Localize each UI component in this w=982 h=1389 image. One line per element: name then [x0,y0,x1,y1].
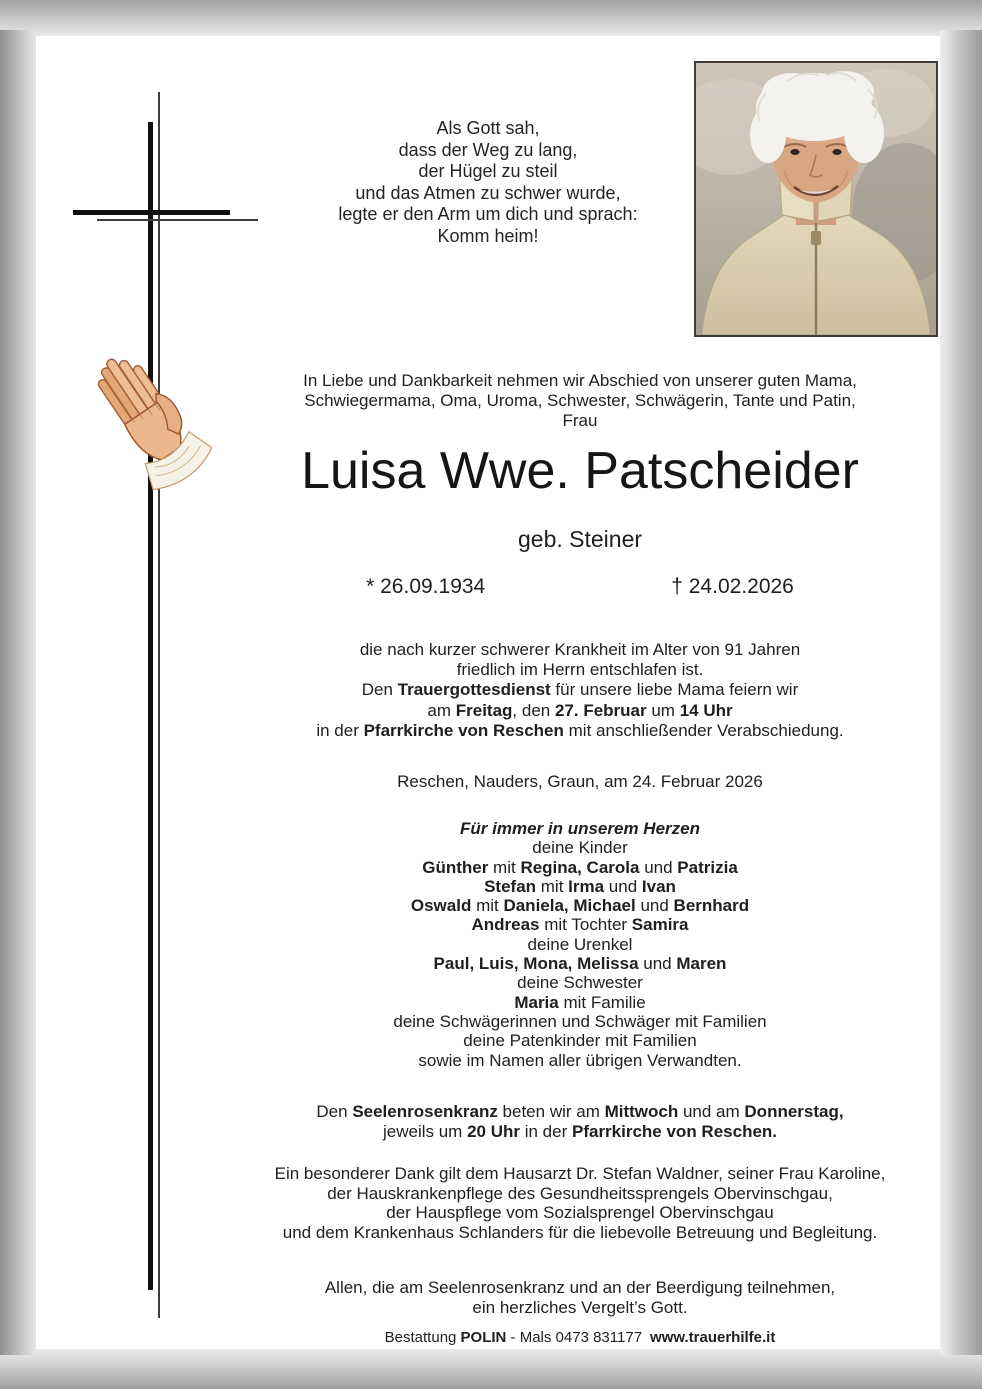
funeral-home-footer[interactable]: Bestattung POLIN - Mals 0473 831177 www.trauerhilfe.it [384,1329,776,1346]
thanks-text: Ein besonderer Dank gilt dem Hausarzt Dr. Stefan Waldner, seiner Frau Karoline, der Hauskrankenpflege des Gesundheitssprengels Obervinschgau, der Hauspflege vom Sozialsprengel Obervinschgau und dem Krankenhaus Schlanders für die liebevolle Betreuung und Begleitung. [274,1164,886,1242]
frame-top [0,0,982,36]
deceased-name: Luisa Wwe. Patscheider [301,442,859,500]
death-date: † 24.02.2026 [671,575,794,598]
birth-date: * 26.09.1934 [366,575,486,598]
frame-left [0,30,36,1355]
cross-horizontal-thick-line [73,210,230,215]
rosary-info: Den Seelenrosenkranz beten wir am Mittwoch und am Donnerstag, jeweils um 20 Uhr in der Pfarrkirche von Reschen. [316,1102,844,1141]
intro-text: In Liebe und Dankbarkeit nehmen wir Abschied von unserer guten Mama, Schwiegermama, Oma, Uroma, Schwester, Schwägerin, Tante und Patin, Frau [303,371,857,430]
family-list: Für immer in unserem Herzen deine Kinder Günther mit Regina, Carola und Patrizia Stefan mit Irma und Ivan Oswald mit Daniela, Michael und Bernhard Andreas mit Tochter Samira deine Urenkel Paul, Luis, Mona, Melissa und Maren deine Schwester Maria mit Familie deine Schwägerinnen und Schwäger mit Familien deine Patenkinder mit Familien sowie im Namen aller übrigen Verwandten. [393,819,767,1070]
frame-bottom [0,1349,982,1389]
praying-hands-icon [92,345,212,495]
opening-verse: Als Gott sah, dass der Weg zu lang, der Hügel zu steil und das Atmen zu schwer wurde, legte er den Arm um dich und sprach: Komm heim! [338,118,638,246]
closing-text: Allen, die am Seelenrosenkranz und an der Beerdigung teilnehmen, ein herzliches Vergelt’s Gott. [324,1278,836,1317]
place-date-line: Reschen, Nauders, Graun, am 24. Februar 2026 [397,772,763,791]
cross-vertical-thin-line [158,92,160,1318]
birth-name: geb. Steiner [517,526,643,552]
cross-vertical-thick-line [148,122,153,1290]
funeral-announcement: die nach kurzer schwerer Krankheit im Alter von 91 Jahren friedlich im Herrn entschlafen ist. Den Trauergottesdienst für unsere liebe Mama feiern wir am Freitag, den 27. Februar um 14 Uhr in der Pfarrkirche von Reschen mit anschließender Verabschiedung. [316,640,844,740]
life-dates [215,575,945,599]
frame-right [940,30,982,1355]
